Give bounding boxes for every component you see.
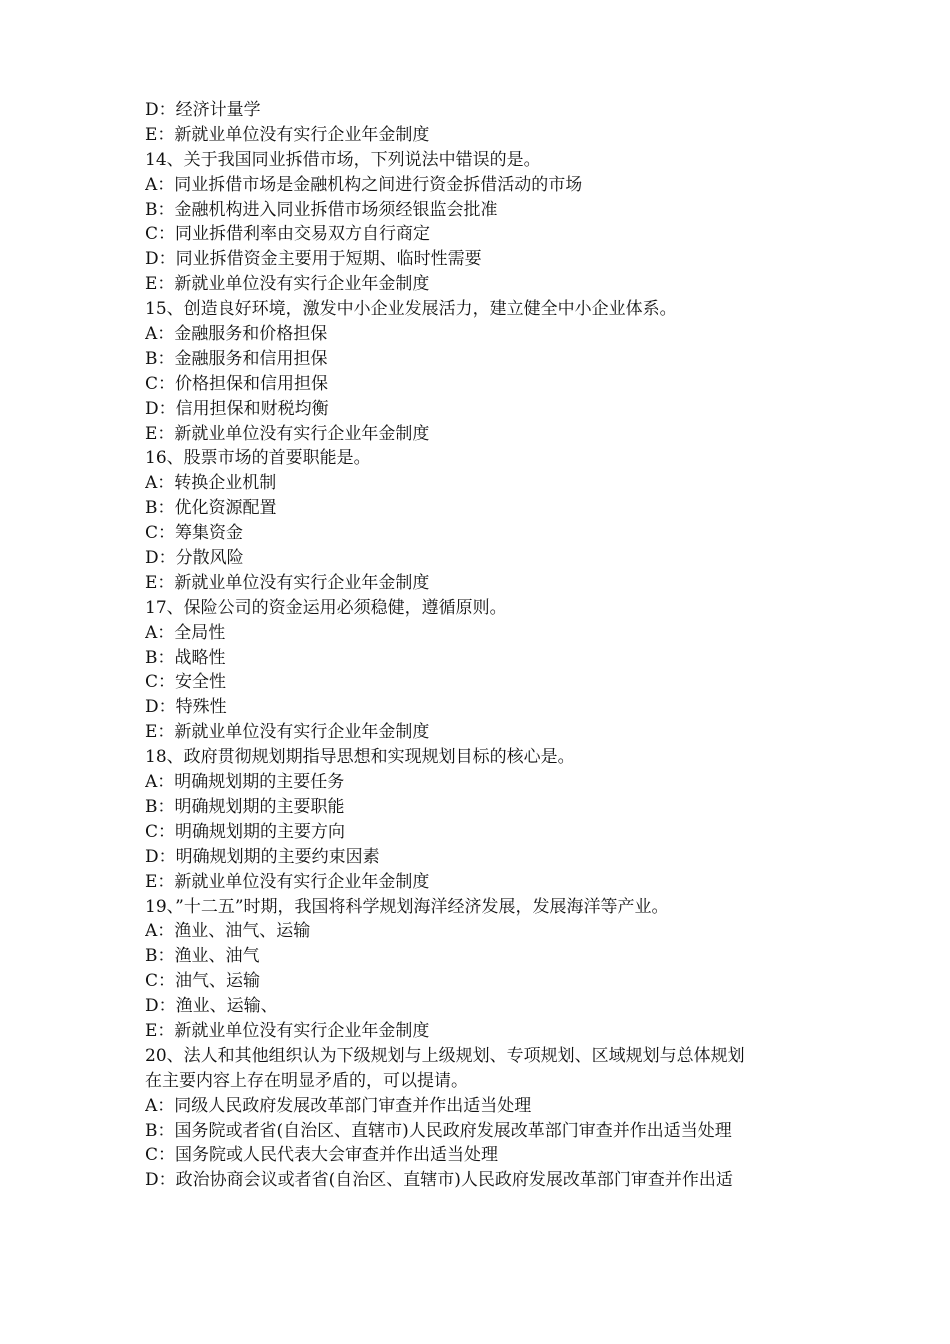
option-line: D：同业拆借资金主要用于短期、临时性需要 xyxy=(145,249,482,270)
question-line: 15、创造良好环境，激发中小企业发展活力，建立健全中小企业体系。 xyxy=(145,299,677,320)
option-line: E：新就业单位没有实行企业年金制度 xyxy=(145,1020,430,1041)
option-line: C：价格担保和信用担保 xyxy=(145,373,329,394)
option-line: D：特殊性 xyxy=(145,697,227,718)
option-line: A：转换企业机制 xyxy=(145,473,277,494)
option-line: C：油气、运输 xyxy=(145,971,261,992)
question-line: 16、股票市场的首要职能是。 xyxy=(145,448,371,469)
option-line: C：筹集资金 xyxy=(145,523,244,544)
option-line: A：全局性 xyxy=(145,622,226,643)
option-line: E：新就业单位没有实行企业年金制度 xyxy=(145,423,430,444)
option-line: C：国务院或人民代表大会审查并作出适当处理 xyxy=(145,1145,499,1166)
option-line: E：新就业单位没有实行企业年金制度 xyxy=(145,124,430,145)
option-line: A：渔业、油气、运输 xyxy=(145,921,311,942)
option-line: D：信用担保和财税均衡 xyxy=(145,398,329,419)
option-line: D：渔业、运输、 xyxy=(145,996,278,1017)
question-line: 14、关于我国同业拆借市场，下列说法中错误的是。 xyxy=(145,149,541,170)
option-line: A：同业拆借市场是金融机构之间进行资金拆借活动的市场 xyxy=(145,174,583,195)
option-line: A：明确规划期的主要任务 xyxy=(145,772,345,793)
option-line: D：分散风险 xyxy=(145,548,244,569)
question-line: 17、保险公司的资金运用必须稳健，遵循原则。 xyxy=(145,597,507,618)
option-line: B：优化资源配置 xyxy=(145,498,277,519)
option-line: B：金融机构进入同业拆借市场须经银监会批准 xyxy=(145,199,498,220)
question-line: 18、政府贯彻规划期指导思想和实现规划目标的核心是。 xyxy=(145,747,575,768)
document-body xyxy=(145,98,815,1193)
question-line: 19、”十二五”时期，我国将科学规划海洋经济发展，发展海洋等产业。 xyxy=(145,896,669,917)
option-line: D：政治协商会议或者省(自治区、直辖市)人民政府发展改革部门审查并作出适 xyxy=(145,1170,733,1191)
option-line: B：金融服务和信用担保 xyxy=(145,348,328,369)
option-line: B：渔业、油气 xyxy=(145,946,260,967)
option-line: C：明确规划期的主要方向 xyxy=(145,821,346,842)
option-line: D：明确规划期的主要约束因素 xyxy=(145,846,380,867)
option-line: C：安全性 xyxy=(145,672,227,693)
option-line: E：新就业单位没有实行企业年金制度 xyxy=(145,572,430,593)
question-line: 20、法人和其他组织认为下级规划与上级规划、专项规划、区域规划与总体规划 xyxy=(145,1045,745,1066)
option-line: C：同业拆借利率由交易双方自行商定 xyxy=(145,224,431,245)
option-line: A：同级人民政府发展改革部门审查并作出适当处理 xyxy=(145,1095,532,1116)
option-line: A：金融服务和价格担保 xyxy=(145,324,328,345)
question-line: 在主要内容上存在明显矛盾的，可以提请。 xyxy=(145,1070,468,1091)
option-line: E：新就业单位没有实行企业年金制度 xyxy=(145,722,430,743)
option-line: E：新就业单位没有实行企业年金制度 xyxy=(145,274,430,295)
option-line: D：经济计量学 xyxy=(145,100,261,120)
option-line: B：国务院或者省(自治区、直辖市)人民政府发展改革部门审查并作出适当处理 xyxy=(145,1120,732,1141)
option-line: B：明确规划期的主要职能 xyxy=(145,796,345,817)
option-line: E：新就业单位没有实行企业年金制度 xyxy=(145,871,430,892)
option-line: B：战略性 xyxy=(145,647,226,668)
